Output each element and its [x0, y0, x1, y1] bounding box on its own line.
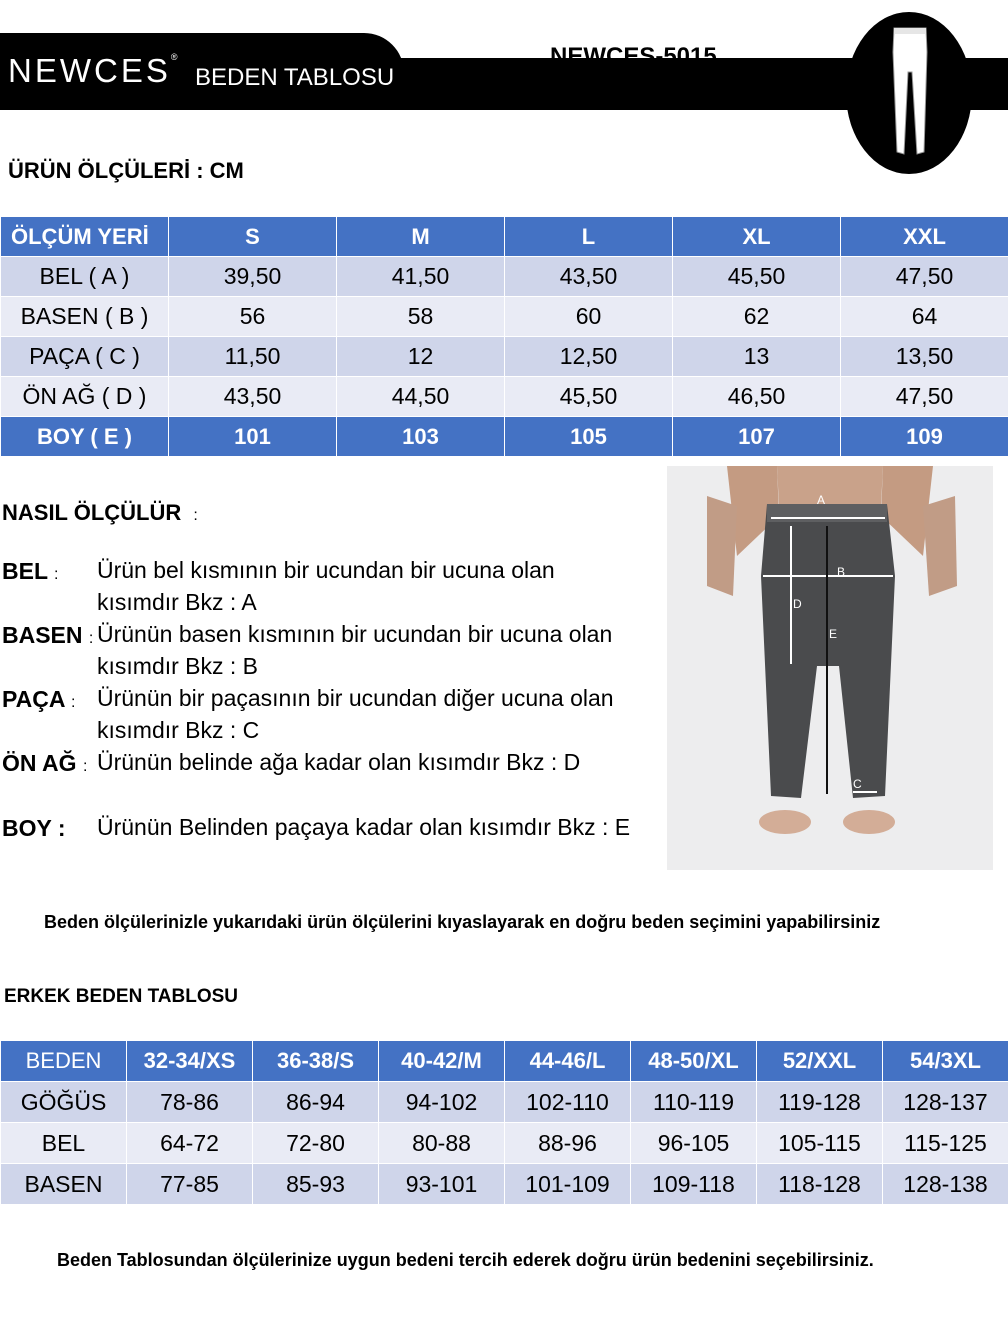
table-cell: 105 — [505, 417, 673, 457]
table-cell: 101 — [169, 417, 337, 457]
table-cell: 46,50 — [673, 377, 841, 417]
table-cell: 60 — [505, 297, 673, 337]
header-cell: L — [505, 217, 673, 257]
header-cell: XXL — [841, 217, 1008, 257]
table-cell: 12 — [337, 337, 505, 377]
table-cell: 107 — [673, 417, 841, 457]
table-header-row — [1, 217, 1008, 257]
header-cell: XL — [673, 217, 841, 257]
table-cell: 47,50 — [841, 257, 1008, 297]
header-subtitle: BEDEN TABLOSU — [195, 64, 395, 91]
table-cell: 47,50 — [841, 377, 1008, 417]
photo-label-a: A — [817, 493, 826, 507]
note-compare: Beden ölçülerinizle yukarıdaki ürün ölçülerini kıyaslayarak en doğru beden seçimini yapabilirsiniz — [44, 912, 881, 932]
pants-thumbnail-icon — [846, 12, 972, 174]
photo-label-d: D — [793, 597, 802, 611]
photo-label-c: C — [853, 777, 862, 791]
measure-label-basen: BASEN : — [2, 622, 94, 648]
table-cell: 56 — [169, 297, 337, 337]
header-cell: 32-34/XS — [127, 1041, 253, 1082]
table-cell: 101-109 — [505, 1164, 631, 1205]
row-label: BOY ( E ) — [1, 417, 169, 457]
table-cell: 62 — [673, 297, 841, 337]
product-code: NEWCES-5015 — [550, 43, 717, 70]
note-choose-size: Beden Tablosundan ölçülerinize uygun bedeni tercih ederek doğru ürün bedenini seçebilirsiniz. — [57, 1250, 874, 1270]
product-size-table — [0, 216, 1008, 457]
row-label: BEL — [1, 1123, 127, 1164]
how-to-title: NASIL ÖLÇÜLÜR : — [2, 500, 198, 525]
measure-label-paca: PAÇA : — [2, 686, 76, 712]
table-cell: 103 — [337, 417, 505, 457]
table-row — [1, 1082, 1008, 1123]
row-label: GÖĞÜS — [1, 1082, 127, 1123]
table-header-row — [1, 1041, 1008, 1082]
photo-label-b: B — [837, 565, 846, 579]
table-cell: 44,50 — [337, 377, 505, 417]
measure-desc-bel: Ürün bel kısmının bir ucundan bir ucuna olan kısımdır Bkz : A — [97, 557, 555, 615]
table-cell: 13 — [673, 337, 841, 377]
header-cell: S — [169, 217, 337, 257]
table-row-total-length — [1, 417, 1008, 457]
table-cell: 64-72 — [127, 1123, 253, 1164]
table-cell: 128-137 — [883, 1082, 1008, 1123]
table-cell: 77-85 — [127, 1164, 253, 1205]
table-row — [1, 297, 1008, 337]
table-cell: 45,50 — [505, 377, 673, 417]
header-cell: 44-46/L — [505, 1041, 631, 1082]
table-cell: 72-80 — [253, 1123, 379, 1164]
measure-label-boy: BOY : — [2, 815, 66, 841]
table-row — [1, 1164, 1008, 1205]
header-cell: 52/XXL — [757, 1041, 883, 1082]
product-section-title: ÜRÜN ÖLÇÜLERİ : CM — [8, 158, 244, 183]
table-row — [1, 1123, 1008, 1164]
header-cell: ÖLÇÜM YERİ — [1, 217, 169, 257]
header-cell: 54/3XL — [883, 1041, 1008, 1082]
header-cell: BEDEN — [1, 1041, 127, 1082]
photo-label-e: E — [829, 627, 838, 641]
table-cell: 102-110 — [505, 1082, 631, 1123]
men-size-table — [0, 1040, 1008, 1205]
header-cell: M — [337, 217, 505, 257]
table-cell: 105-115 — [757, 1123, 883, 1164]
table-cell: 119-128 — [757, 1082, 883, 1123]
table-cell: 110-119 — [631, 1082, 757, 1123]
measure-label-bel: BEL : — [2, 558, 59, 584]
table-cell: 115-125 — [883, 1123, 1008, 1164]
table-cell: 39,50 — [169, 257, 337, 297]
header-cell: 40-42/M — [379, 1041, 505, 1082]
row-label: BEL ( A ) — [1, 257, 169, 297]
table-cell: 109-118 — [631, 1164, 757, 1205]
table-cell: 94-102 — [379, 1082, 505, 1123]
row-label: BASEN — [1, 1164, 127, 1205]
table-cell: 43,50 — [169, 377, 337, 417]
table-cell: 12,50 — [505, 337, 673, 377]
table-cell: 86-94 — [253, 1082, 379, 1123]
measure-desc-paca: Ürünün bir paçasının bir ucundan diğer ucuna olan kısımdır Bkz : C — [97, 685, 614, 743]
table-cell: 45,50 — [673, 257, 841, 297]
table-cell: 64 — [841, 297, 1008, 337]
measure-desc-boy: Ürünün Belinden paçaya kadar olan kısımdır Bkz : E — [97, 814, 631, 840]
measure-desc-on-ag: Ürünün belinde ağa kadar olan kısımdır Bkz : D — [97, 749, 581, 775]
table-cell: 13,50 — [841, 337, 1008, 377]
table-cell: 41,50 — [337, 257, 505, 297]
table-cell: 85-93 — [253, 1164, 379, 1205]
table-cell: 128-138 — [883, 1164, 1008, 1205]
men-section-title: ERKEK BEDEN TABLOSU — [4, 986, 238, 1007]
row-label: ÖN AĞ ( D ) — [1, 377, 169, 417]
table-row — [1, 337, 1008, 377]
measure-desc-basen: Ürünün basen kısmının bir ucundan bir ucuna olan kısımdır Bkz : B — [97, 621, 613, 679]
header-cell: 36-38/S — [253, 1041, 379, 1082]
measure-label-on-ag: ÖN AĞ : — [2, 750, 88, 776]
table-cell: 11,50 — [169, 337, 337, 377]
table-cell: 118-128 — [757, 1164, 883, 1205]
table-cell: 109 — [841, 417, 1008, 457]
table-cell: 58 — [337, 297, 505, 337]
table-cell: 78-86 — [127, 1082, 253, 1123]
table-cell: 43,50 — [505, 257, 673, 297]
table-cell: 96-105 — [631, 1123, 757, 1164]
table-cell: 80-88 — [379, 1123, 505, 1164]
table-row — [1, 377, 1008, 417]
table-cell: 93-101 — [379, 1164, 505, 1205]
table-row — [1, 257, 1008, 297]
row-label: BASEN ( B ) — [1, 297, 169, 337]
table-cell: 88-96 — [505, 1123, 631, 1164]
brand-logo: NEWCES® — [8, 52, 178, 89]
measurement-photo — [667, 466, 993, 870]
row-label: PAÇA ( C ) — [1, 337, 169, 377]
header-cell: 48-50/XL — [631, 1041, 757, 1082]
